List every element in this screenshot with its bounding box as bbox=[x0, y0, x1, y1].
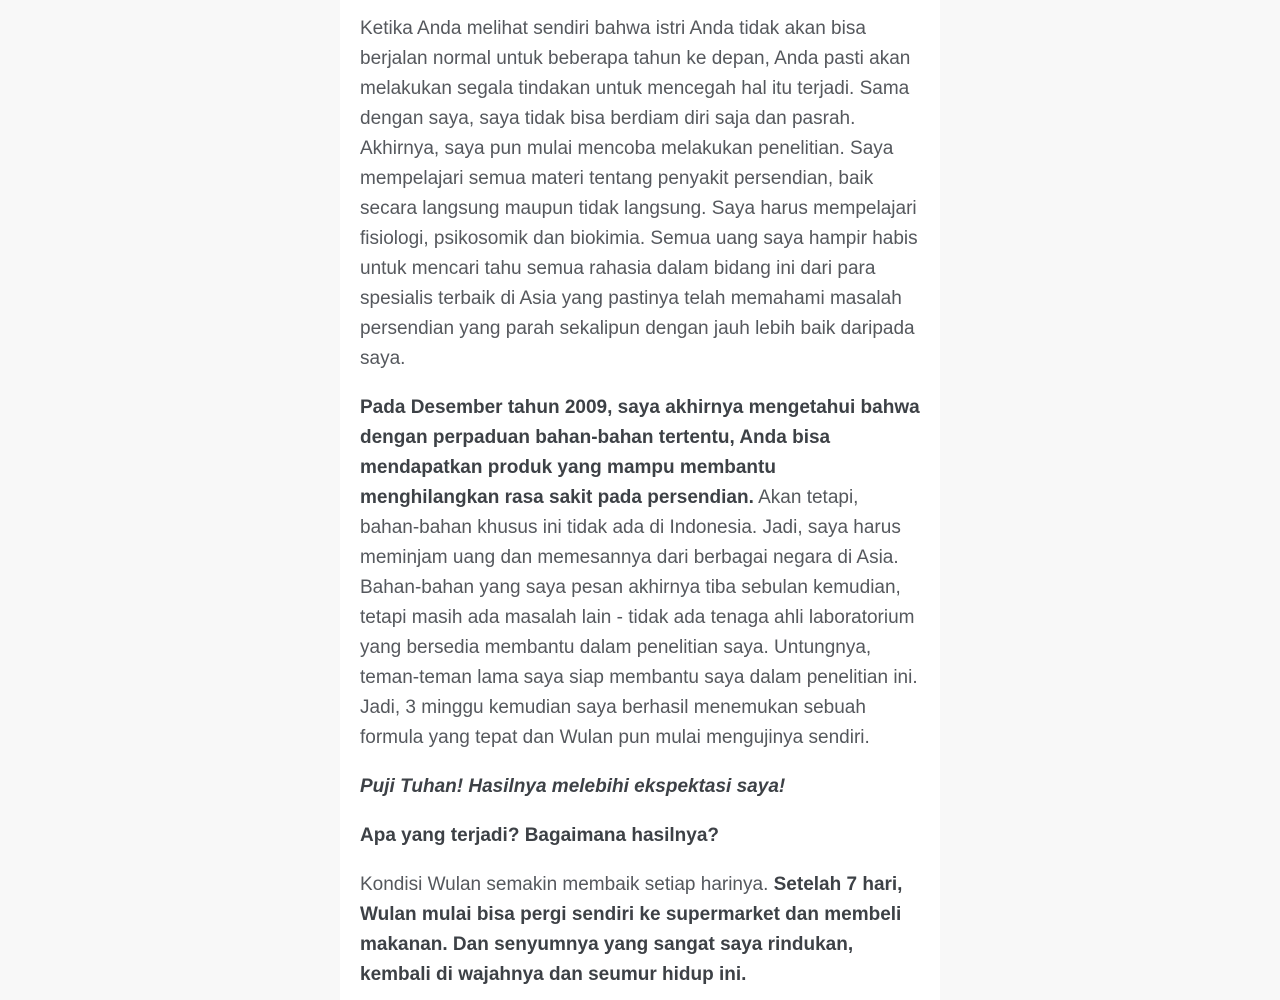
text-segment: Pada Desember tahun 2009, saya akhirnya mengetahui bahwa dengan perpaduan bahan-bahan tertentu, Anda bisa mendapatkan produk yang mampu membantu menghilangkan rasa sakit pada persendian. bbox=[360, 397, 920, 508]
text-segment: Akan tetapi, bahan-bahan khusus ini tidak ada di Indonesia. Jadi, saya harus meminjam uang dan memesannya dari berbagai negara di Asia. Bahan-bahan yang saya pesan akhirnya tiba sebulan kemudian, tetapi masih ada masalah lain - tidak ada tenaga ahli laboratorium yang bersedia membantu dalam penelitian saya. Untungnya, teman-teman lama saya siap membantu saya dalam penelitian ini. Jadi, 3 minggu kemudian saya berhasil menemukan sebuah formula yang tepat dan Wulan pun mulai mengujinya sendiri. bbox=[360, 487, 918, 748]
text-segment: Apa yang terjadi? Bagaimana hasilnya? bbox=[360, 825, 719, 846]
paragraph bbox=[360, 393, 920, 753]
text-segment: Kondisi Wulan semakin membaik setiap harinya. bbox=[360, 874, 774, 895]
paragraph bbox=[360, 870, 920, 990]
paragraph bbox=[360, 14, 920, 374]
paragraph bbox=[360, 772, 920, 802]
text-segment: Setelah 7 hari, Wulan mulai bisa pergi sendiri ke supermarket dan membeli makanan. Dan senyumnya yang sangat saya rindukan, kembali di wajahnya dan seumur hidup ini. bbox=[360, 874, 903, 985]
article-body bbox=[360, 14, 920, 990]
section-heading bbox=[360, 821, 920, 851]
text-segment: Puji Tuhan! Hasilnya melebihi ekspektasi saya! bbox=[360, 776, 786, 797]
text-segment: Ketika Anda melihat sendiri bahwa istri Anda tidak akan bisa berjalan normal untuk beberapa tahun ke depan, Anda pasti akan melakukan segala tindakan untuk mencegah hal itu terjadi. Sama dengan saya, saya tidak bisa berdiam diri saja dan pasrah. Akhirnya, saya pun mulai mencoba melakukan penelitian. Saya mempelajari semua materi tentang penyakit persendian, baik secara langsung maupun tidak langsung. Saya harus mempelajari fisiologi, psikosomik dan biokimia. Semua uang saya hampir habis untuk mencari tahu semua rahasia dalam bidang ini dari para spesialis terbaik di Asia yang pastinya telah memahami masalah persendian yang parah sekalipun dengan jauh lebih baik daripada saya. bbox=[360, 18, 918, 369]
article-column bbox=[340, 0, 940, 1000]
